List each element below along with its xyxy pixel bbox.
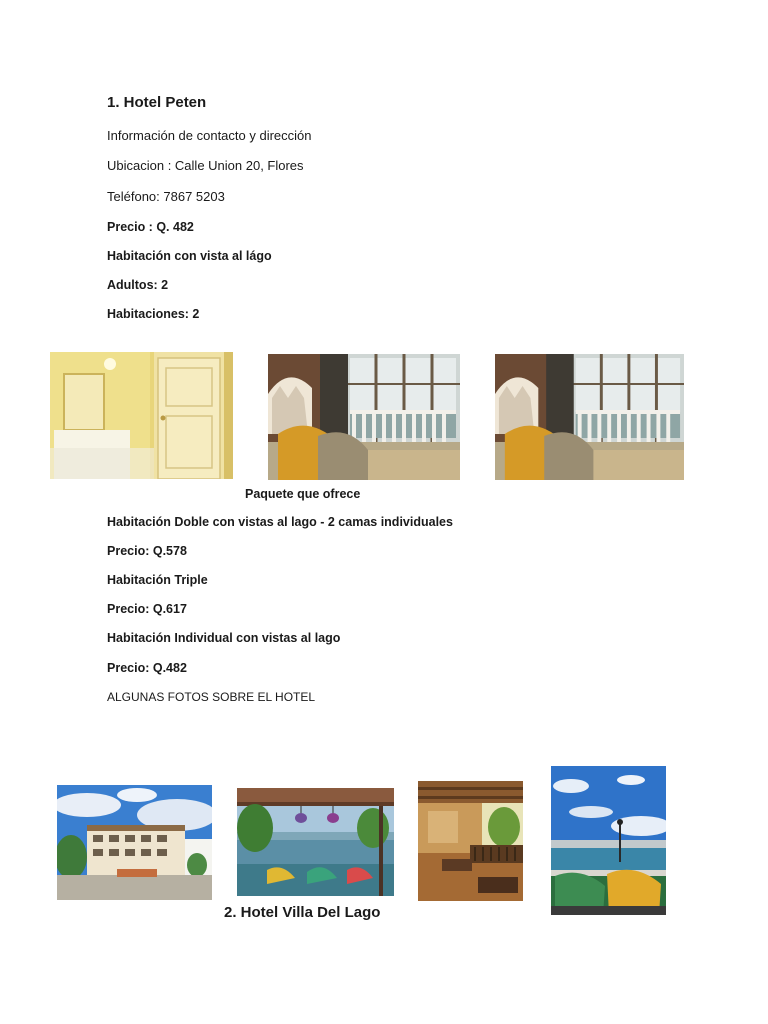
hotel1-title: 1. Hotel Peten xyxy=(107,94,207,111)
hotel2-title: 2. Hotel Villa Del Lago xyxy=(224,904,381,921)
lake-view-room-photo-2 xyxy=(495,354,684,480)
room-text: Habitación con vista al lágo xyxy=(107,249,272,263)
package-1-price: Precio: Q.578 xyxy=(107,544,187,558)
lake-view-room-photo-1 xyxy=(268,354,460,480)
package-heading: Paquete que ofrece xyxy=(245,487,361,501)
package-3-name: Habitación Individual con vistas al lago xyxy=(107,631,341,645)
price-text: Precio : Q. 482 xyxy=(107,220,194,234)
package-2-name: Habitación Triple xyxy=(107,573,208,587)
hotel-exterior-photo xyxy=(57,785,212,900)
lobby-photo xyxy=(418,781,523,901)
phone-text: Teléfono: 7867 5203 xyxy=(107,189,225,204)
contact-heading: Información de contacto y dirección xyxy=(107,128,312,143)
bathroom-photo xyxy=(50,352,233,479)
location-text: Ubicacion : Calle Union 20, Flores xyxy=(107,158,304,173)
terrace-lake-photo xyxy=(237,788,394,896)
adults-text: Adultos: 2 xyxy=(107,278,169,292)
package-3-price: Precio: Q.482 xyxy=(107,661,187,675)
package-2-price: Precio: Q.617 xyxy=(107,602,187,616)
package-1-name: Habitación Doble con vistas al lago - 2 camas individuales xyxy=(107,515,453,529)
rooms-text: Habitaciones: 2 xyxy=(107,307,200,321)
lake-chair-photo xyxy=(551,766,666,915)
photos-heading: ALGUNAS FOTOS SOBRE EL HOTEL xyxy=(107,690,316,704)
